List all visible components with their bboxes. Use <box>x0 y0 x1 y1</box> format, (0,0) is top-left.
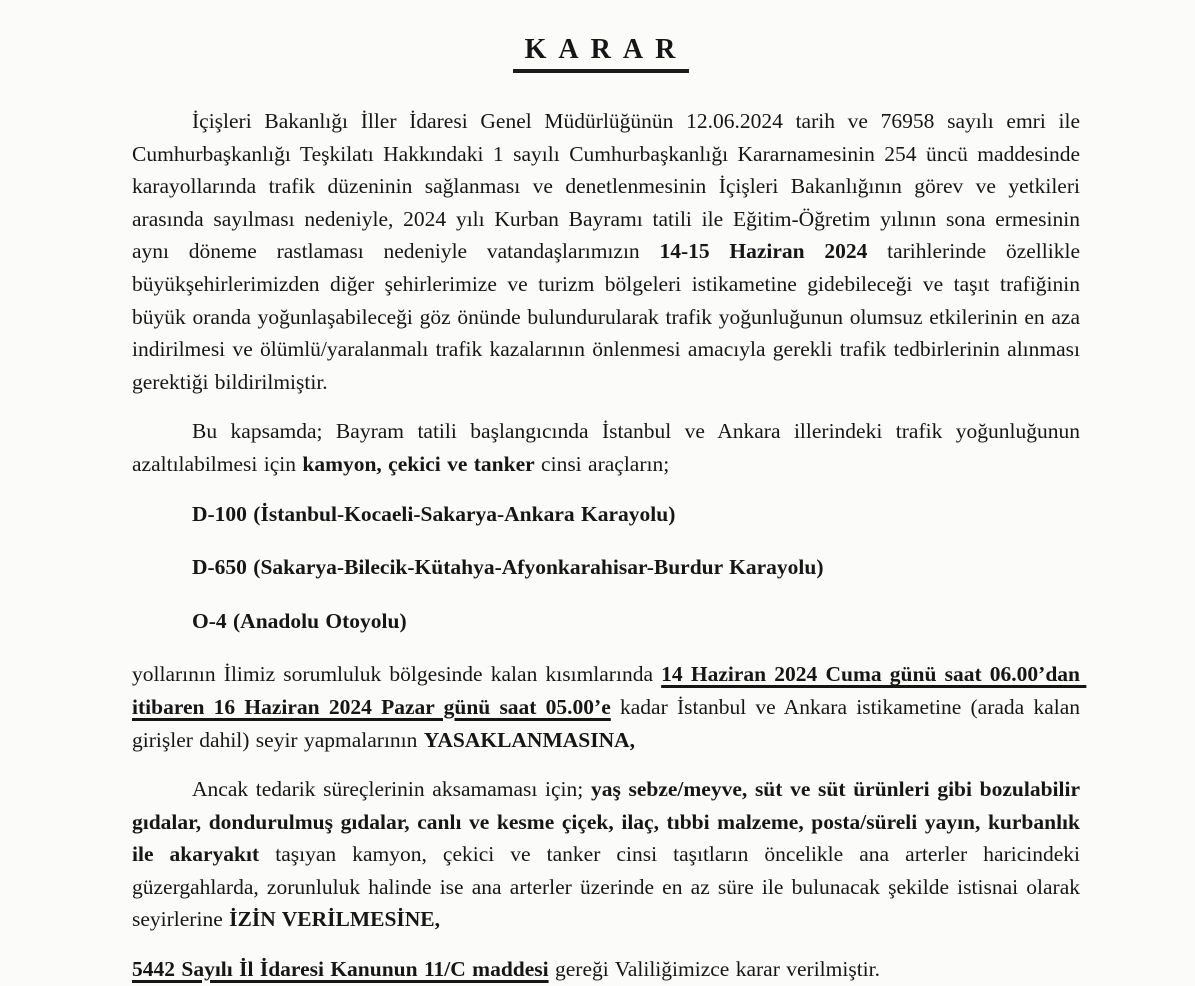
document-body <box>132 105 1087 986</box>
text-segment: yollarının İlimiz sorumluluk bölgesinde kalan kısımlarında <box>132 662 662 687</box>
paragraph-ban-decision <box>132 658 1087 756</box>
paragraph-legal-basis <box>132 953 1080 986</box>
paragraph-exception-decision <box>132 773 1087 936</box>
text-segment: YASAKLANMASINA, <box>423 727 636 752</box>
text-segment: Bu kapsamda; Bayram tatili başlangıcında İstanbul ve Ankara illerindeki trafik yoğunluğunun azaltılabilmesi için <box>132 419 1087 476</box>
paragraph-scope <box>132 415 1087 480</box>
paragraph-road-d100 <box>132 498 1080 531</box>
paragraph-road-o4 <box>132 605 1080 638</box>
text-segment: D-650 (Sakarya-Bilecik-Kütahya-Afyonkarahisar-Burdur Karayolu) <box>192 555 824 580</box>
text-segment: yaş sebze/meyve, süt ve süt ürünleri gibi bozulabilir gıdalar, dondurulmuş gıdalar, canlı ve kesme çiçek, ilaç, tıbbi malzeme, posta/süreli yayın, kurbanlık ile akaryakıt <box>132 777 1087 867</box>
text-segment: İçişleri Bakanlığı İller İdaresi Genel Müdürlüğünün 12.06.2024 tarih ve 76958 sayılı emri ile Cumhurbaşkanlığı Teşkilatı Hakkındaki 1 sayılı Cumhurbaşkanlığı Kararnamesinin 254 üncü maddesinde karayollarında trafik düzeninin sağlanması ve denetlenmesinin İçişleri Bakanlığının görev ve yetkileri arasında sayılması nedeniyle, 2024 yılı Kurban Bayramı tatili ile Eğitim-Öğretim yılının sona ermesinin aynı döneme rastlaması nedeniyle vatandaşlarımızın <box>132 109 1087 264</box>
text-segment: İZİN VERİLMESİNE, <box>229 907 441 932</box>
document-title-text: KARAR <box>513 34 690 73</box>
text-segment: tarihlerinde özellikle büyükşehirlerimizden diğer şehirlerimize ve turizm bölgeleri istikametine gidebileceği ve taşıt trafiğinin büyük oranda yoğunlaşabileceği göz önünde bulundurularak trafik yoğunluğunun olumsuz etkilerinin en aza indirilmesi ve ölümlü/yaralanmalı trafik kazalarının önlenmesi amacıyla gerekli trafik tedbirlerinin alınması gerektiği bildirilmiştir. <box>132 239 1087 394</box>
text-segment: O-4 (Anadolu Otoyolu) <box>192 608 407 633</box>
text-segment: kadar İstanbul ve Ankara istikametine (arada kalan girişler dahil) seyir yapmalarının <box>132 694 1087 752</box>
document-title <box>132 34 1070 73</box>
text-segment: taşıyan kamyon, çekici ve tanker cinsi taşıtların öncelikle ana arterler haricindeki güzergahlarda, zorunluluk halinde ise ana arterler üzerinde en az süre ile bulunacak şekilde istisnai olarak seyirlerine <box>132 842 1087 932</box>
text-segment: 14-15 Haziran 2024 <box>659 239 868 264</box>
text-segment: kamyon, çekici ve tanker <box>302 451 535 476</box>
text-segment: 5442 Sayılı İl İdaresi Kanunun 11/C maddesi <box>132 957 549 982</box>
text-segment: Ancak tedarik süreçlerinin aksamaması için; <box>192 777 591 802</box>
text-segment: gereği Valiliğimizce karar verilmiştir. <box>548 957 880 982</box>
text-segment: 14 Haziran 2024 Cuma günü saat 06.00’dan itibaren 16 Haziran 2024 Pazar günü saat 05.00’e <box>132 662 1087 719</box>
text-segment: cinsi araçların; <box>534 451 670 476</box>
paragraph-intro <box>132 105 1087 398</box>
paragraph-road-d650 <box>132 551 1080 584</box>
text-segment: D-100 (İstanbul-Kocaeli-Sakarya-Ankara Karayolu) <box>192 501 676 526</box>
